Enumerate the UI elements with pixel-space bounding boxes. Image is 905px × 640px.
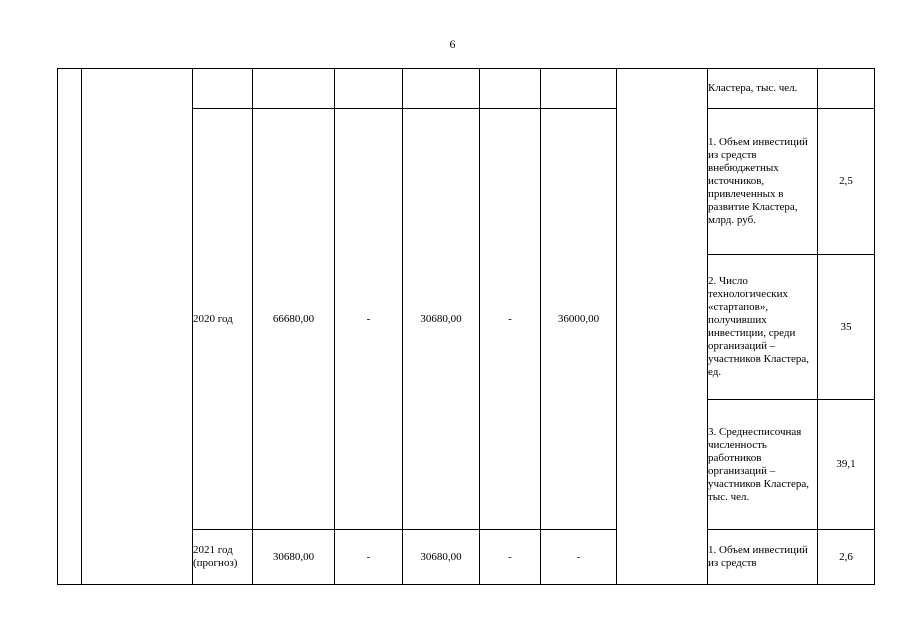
amount-cell: - [335,530,403,585]
indicator-value-cell: 2,5 [818,109,875,255]
indicator-value-cell: 35 [818,255,875,400]
amount-cell: 30680,00 [403,109,480,530]
amount-cell [541,69,617,109]
amount-cell: 36000,00 [541,109,617,530]
indicator-cell: 1. Объем инвестиций из средств внебюджетных источников, привлеченных в развитие Кластера, млрд. руб. [708,109,818,255]
amount-cell: - [480,530,541,585]
indicator-value-cell: 39,1 [818,400,875,530]
executor-column-cell [617,69,708,585]
indicator-value-cell: 2,6 [818,530,875,585]
total-cell [253,69,335,109]
budget-table [57,68,875,585]
number-column-cell [58,69,82,585]
amount-cell [403,69,480,109]
indicator-cell: 3. Среднесписочная численность работников организаций – участников Кластера, тыс. чел. [708,400,818,530]
amount-cell [480,69,541,109]
amount-cell: - [541,530,617,585]
total-cell: 66680,00 [253,109,335,530]
indicator-cell: Кластера, тыс. чел. [708,69,818,109]
indicator-value-cell [818,69,875,109]
amount-cell [335,69,403,109]
amount-cell: 30680,00 [403,530,480,585]
table-row [58,69,875,109]
year-cell [193,69,253,109]
amount-cell: - [480,109,541,530]
year-cell: 2021 год (прогноз) [193,530,253,585]
name-column-cell [82,69,193,585]
page-number: 6 [449,37,456,51]
amount-cell: - [335,109,403,530]
year-cell: 2020 год [193,109,253,530]
indicator-cell: 2. Число технологических «стартапов», получивших инвестиции, среди организаций – участников Кластера, ед. [708,255,818,400]
total-cell: 30680,00 [253,530,335,585]
indicator-cell: 1. Объем инвестиций из средств [708,530,818,585]
